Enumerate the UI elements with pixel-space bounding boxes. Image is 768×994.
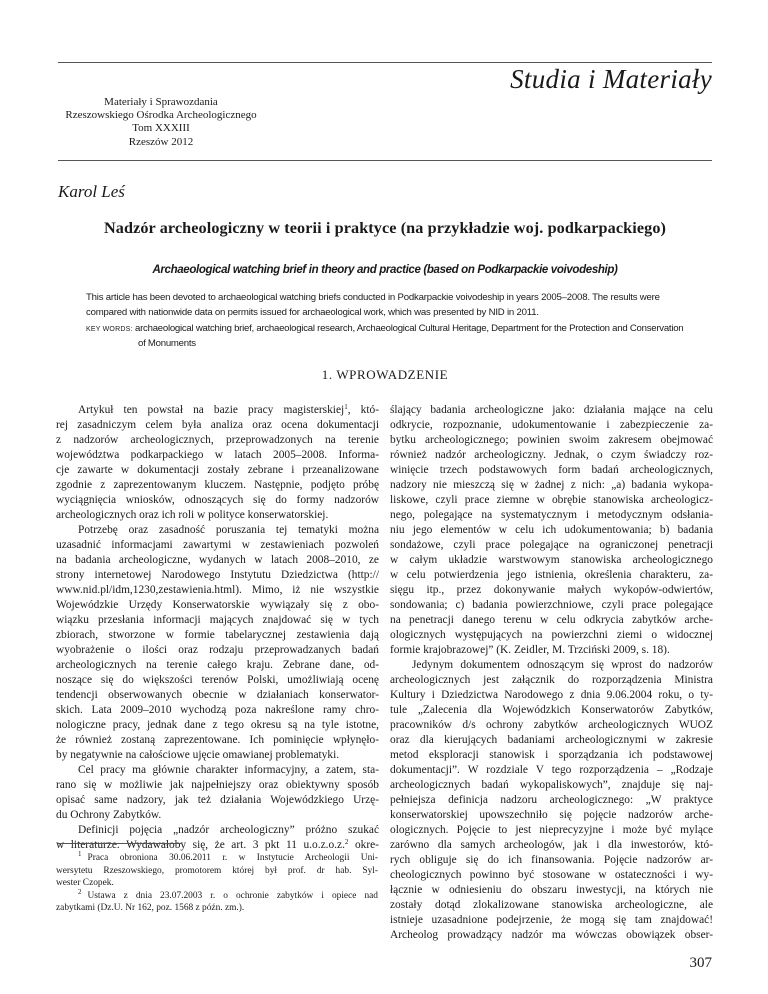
footnote-line (56, 887, 378, 903)
body-text-line (390, 883, 713, 898)
line-text: zarówno dla samych archeologów, jak i dla inwestorów, któ- (390, 839, 713, 851)
line-text: pracowników d/s ochrony zabytków archeologicznych WUOZ (390, 719, 713, 731)
body-text-line (390, 658, 713, 673)
keywords-line-2: of Monuments (138, 338, 196, 349)
body-text-line (390, 718, 713, 733)
line-text: www.nid.pl/idm,1230,zestawienia.html). Mimo, iż nie wszystkie (56, 584, 379, 596)
line-text: Jedynym dokumentem odnoszącym się wprost do nadzorów (412, 659, 713, 671)
body-text-line (56, 598, 379, 613)
footnote-text: Ustawa z dnia 23.07.2003 r. o ochronie zabytków i opiece nad (87, 890, 378, 901)
body-text-line (56, 673, 379, 688)
body-text-line (56, 568, 379, 583)
line-text: sondowania; c) badania powierzchniowe, czyli prace polegające (390, 599, 713, 611)
abstract-line: compared with nationwide data on permits issued for archaeological work, which was presented by NID in 2011. (86, 307, 539, 318)
line-text: archeologicznych na terenie całego kraju. Zebrane dane, od- (56, 659, 379, 671)
body-text-line (56, 508, 379, 523)
journal-line: Tom XXXIII (132, 122, 190, 135)
line-text: archeologicznych jest załącznik do rozporządzenia Ministra (390, 674, 713, 686)
body-text-line (56, 448, 379, 463)
body-text-line (390, 598, 713, 613)
body-text-line (390, 763, 713, 778)
body-text-line (56, 643, 379, 658)
journal-info (58, 96, 264, 149)
footnote-text: wersytetu Rzeszowskiego, promotorem której był prof. dr hab. Syl- (56, 865, 378, 876)
body-text-line (56, 823, 379, 838)
body-text-line (56, 733, 379, 748)
body-text-line (390, 433, 713, 448)
footnotes (56, 852, 378, 915)
keywords (86, 322, 696, 352)
body-text-line (56, 583, 379, 598)
header-top-rule (58, 62, 712, 63)
line-text: konserwatorskiej upowszechniło się pojęcie nadzorów arche- (390, 809, 713, 821)
line-text: rej zasadniczym celem była analiza oraz ocena dokumentacji (56, 419, 379, 431)
body-text-line (390, 643, 713, 658)
body-text-line (390, 853, 713, 868)
body-text-line (390, 733, 713, 748)
line-text: okre- (348, 839, 379, 851)
body-text-line (390, 463, 713, 478)
line-text: łącznie w odniesieniu do obszaru inwestycji, na których nie (390, 884, 713, 896)
line-text: tendencji obserwowanych obecnie w działaniach konserwator- (56, 689, 379, 701)
line-text: formie krajobrazowej” (K. Zeidler, M. Trzciński 2009, s. 18). (390, 644, 670, 656)
body-text-line (56, 418, 379, 433)
footnote-line (56, 865, 378, 878)
line-text: skich. Lata 2009–2010 wychodzą poza nakreślone ramy chro- (56, 704, 379, 716)
body-text-line (390, 478, 713, 493)
body-text-line (56, 493, 379, 508)
line-text: du Ochrony Zabytków. (56, 809, 162, 821)
body-text-line (56, 553, 379, 568)
footnote-reference: 2 (344, 838, 349, 846)
body-text-line (390, 583, 713, 598)
body-text-line (390, 553, 713, 568)
header-bottom-rule (58, 160, 712, 161)
line-text: strony internetowej Narodowego Instytutu Dziedzictwa (http:// (56, 569, 379, 581)
line-text: by negatywnie na całościowe ujęcie omawianej problematyki. (56, 749, 340, 761)
line-text: archeologicznych badań wykopaliskowych”, znajduje się naj- (390, 779, 713, 791)
line-text: ślający badania archeologiczne jako: działania mające na celu (390, 404, 713, 416)
line-text: w całym układzie warstwowym stanowiska archeologicznego (390, 554, 713, 566)
line-text: nadzory nie mieszczą się w żadnej z nich: „a) badania wykopa- (390, 479, 713, 491)
body-text-line (390, 523, 713, 538)
journal-line: Rzeszowskiego Ośrodka Archeologicznego (65, 109, 257, 122)
line-text: Wojewódzkie Urzędy Konserwatorskie wywiązały się z obo- (56, 599, 379, 611)
line-text: metod eksploracji stanowisk i sporządzania ich podstawowej (390, 749, 713, 761)
line-text: opisać same nadzory, jak też działania Wojewódzkiego Urzę- (56, 794, 379, 806)
footnote-text: Praca obroniona 30.06.2011 r. w Instytucie Archeologii Uni- (87, 853, 378, 863)
line-text: rych obliguje się do ich finansowania. Pojęcie nadzorów ar- (390, 854, 713, 866)
line-text: rano się w możliwie jak najpełniejszy oraz obiektywny sposób (56, 779, 379, 791)
line-text: liskowe, czyli prace ziemne w obrębie stanowiska archeologicz- (390, 494, 713, 506)
line-text: z nadzorów archeologicznych, przeprowadzonych na terenie (56, 434, 379, 446)
footnote-rule (58, 843, 182, 844)
body-text-line (56, 658, 379, 673)
footnote-text: zabytkami (Dz.U. Nr 162, poz. 1568 z późn. zm.). (56, 903, 245, 913)
line-text: w celu potwierdzenia jego istnienia, określenia charakteru, za- (390, 569, 713, 581)
journal-line: Rzeszów 2012 (128, 135, 194, 148)
line-text: na badania archeologiczne, wydanych w latach 2008–2010, ze (56, 554, 379, 566)
line-text: Archeolog prowadzący nadzór ma wówczas obowiązek obser- (390, 929, 713, 941)
body-text-line (390, 898, 713, 913)
footnote-number: 1 (78, 850, 82, 858)
body-text-line (56, 793, 379, 808)
body-text-line (390, 748, 713, 763)
body-text-line (56, 613, 379, 628)
line-text: w literaturze. Wydawałoby się, że art. 3 pkt 11 u.o.z.o.z. (56, 839, 345, 851)
line-text: pełniejsza definicja nadzoru archeologicznego: „W praktyce (390, 794, 713, 806)
body-text-line (56, 748, 379, 763)
body-text-line (390, 928, 713, 943)
line-text: sondażowe, czyli prace polegające na ograniczonej penetracji (390, 539, 713, 551)
body-text-line (390, 448, 713, 463)
body-text-line (56, 718, 379, 733)
article-title: Nadzór archeologiczny w teorii i praktyce (na przykładzie woj. podkarpackiego) (103, 219, 666, 237)
english-title: Archaeological watching brief in theory and practice (based on Podkarpackie voivodeship) (152, 264, 618, 276)
line-text: bytku archeologicznego; powinien swoim zakresem obejmować (390, 434, 713, 446)
body-text-line (56, 778, 379, 793)
body-text-line (56, 628, 379, 643)
footnote-line (56, 877, 378, 890)
line-text: noszące się do większości terenów Polski, umożliwiają ocenę (56, 674, 379, 686)
footnote-line (56, 852, 378, 865)
keywords-line-1 (86, 322, 696, 337)
body-text-line (390, 613, 713, 628)
footnote-reference: 1 (344, 403, 348, 411)
line-text: istnieje uzasadnione podejrzenie, że mogą się tam znajdować! (390, 914, 713, 926)
line-text: Kultury i Dziedzictwa Narodowego z dnia 9.06.2004 roku, o ty- (390, 689, 713, 701)
body-text-line (390, 508, 713, 523)
line-text: niu jego elementów w celu ich udokumentowania; b) badania (390, 524, 713, 536)
journal-line: Materiały i Sprawozdania (104, 96, 218, 108)
body-text-line (390, 688, 713, 703)
body-text-line (390, 538, 713, 553)
line-text: zbiorach, stworzone w formie tabelarycznej zestawienia dają (56, 629, 379, 641)
line-text: tule „Zalecenia dla Wojewódzkich Konserwatorów Zabytków, (390, 704, 713, 716)
line-text: , któ- (347, 404, 379, 416)
keywords-text: archaeological watching brief, archaeological research, Archaeological Cultural Heritage, Department for the Protection and Conservation (135, 323, 684, 334)
page-number: 307 (689, 955, 712, 971)
body-text-line (56, 433, 379, 448)
line-text: wyciągnięcia wniosków, odnoszących się do formy nadzorów (56, 494, 379, 506)
body-text-line (56, 538, 379, 553)
body-text-line (390, 403, 713, 418)
body-text-line (390, 628, 713, 643)
left-column (56, 403, 379, 853)
body-text-line (390, 418, 713, 433)
line-text: cje zawarte w dokumentacji zostały zebrane i przeanalizowane (56, 464, 379, 476)
abstract-line: This article has been devoted to archaeological watching briefs conducted in Podkarpackie voivodeship in years 2005–2008. The results were (86, 292, 660, 303)
line-text: wiązku przesłania informacji mających znajdować się w tych (56, 614, 379, 626)
body-text-line (390, 793, 713, 808)
line-text: uzasadnić informacjami zawartymi w zestawieniach pozwoleń (56, 539, 379, 551)
line-text: nego, polegające na systematycznym i metodycznym odsłania- (390, 509, 713, 521)
body-text-line (56, 688, 379, 703)
body-text-line (56, 763, 379, 778)
line-text: cheologicznych powinno być stosowane w ostateczności i wy- (390, 869, 713, 881)
body-text-line (56, 838, 379, 853)
abstract (86, 291, 686, 321)
body-text-line (56, 703, 379, 718)
body-text-line (390, 673, 713, 688)
line-text: Definicji pojęcia „nadzór archeologiczny” próżno szukać (78, 824, 379, 836)
body-text-line (390, 868, 713, 883)
line-text: ologicznych występujących na powierzchni ziemi o widocznej (390, 629, 713, 641)
line-text: archeologicznych oraz ich roli w polityce konserwatorskiej. (56, 509, 329, 521)
line-text: Artykuł ten powstał na bazie pracy magisterskiej (78, 404, 345, 416)
body-text-line (56, 808, 379, 823)
footnote-text: wester Czopek. (56, 878, 114, 888)
footnote-number: 2 (78, 887, 82, 896)
author-name: Karol Leś (58, 182, 125, 201)
line-text: winięcie trzech podstawowych form badań archeologicznych, (390, 464, 713, 476)
footnote-line (56, 902, 378, 915)
keywords-label: KEY WORDS: (86, 326, 133, 333)
line-text: na penetracji danego terenu w celu odkrycia zabytków arche- (390, 614, 713, 626)
line-text: Cel pracy ma głównie charakter informacyjny, a zatem, sta- (78, 764, 379, 776)
line-text: sięgu itp., przez dokonywanie małych wykopów-odwiertów, (390, 584, 713, 596)
line-text: również nadzór archeologiczny. Jednak, o czym świadczy roz- (390, 449, 713, 461)
line-text: Potrzebę oraz zasadność poruszania tej tematyki można (78, 524, 379, 536)
body-text-line (56, 463, 379, 478)
line-text: wyobrażenie o ilości oraz rodzaju przeprowadzanych badań (56, 644, 379, 656)
line-text: zostały dotąd zlokalizowane stanowiska archeologiczne, ale (390, 899, 713, 911)
body-text-line (56, 478, 379, 493)
line-text: że również zostaną zaprezentowane. Ich pominięcie wpłynęło- (56, 734, 379, 746)
section-heading: 1. WPROWADZENIE (321, 367, 449, 382)
series-title: Studia i Materiały (510, 64, 712, 94)
body-text-line (56, 523, 379, 538)
body-text-line (390, 493, 713, 508)
body-text-line (390, 913, 713, 928)
right-column (390, 403, 713, 943)
body-text-line (56, 403, 379, 418)
line-text: ologicznych. Pojęcie to jest nieprecyzyjne i może być mylące (390, 824, 713, 836)
line-text: nologiczne pracy, jednak dane z tego okresu są na tyle istotne, (56, 719, 379, 731)
body-text-line (390, 703, 713, 718)
line-text: dokumentacji”. W rozdziale V tego rozporządzenia – „Rodzaje (390, 764, 713, 776)
line-text: zgodnie z zaprezentowanym kluczem. Następnie, podjęto próbę (56, 479, 379, 491)
body-text-line (390, 838, 713, 853)
line-text: oraz dla kierujących badaniami archeologicznymi w zakresie (390, 734, 713, 746)
body-text-line (390, 568, 713, 583)
line-text: województwa podkarpackiego w latach 2005–2008. Informa- (56, 449, 379, 461)
body-text-line (390, 823, 713, 838)
body-text-line (390, 808, 713, 823)
line-text: odkrycie, rozpoznanie, udokumentowanie i zabezpieczenie za- (390, 419, 713, 431)
body-text-line (390, 778, 713, 793)
